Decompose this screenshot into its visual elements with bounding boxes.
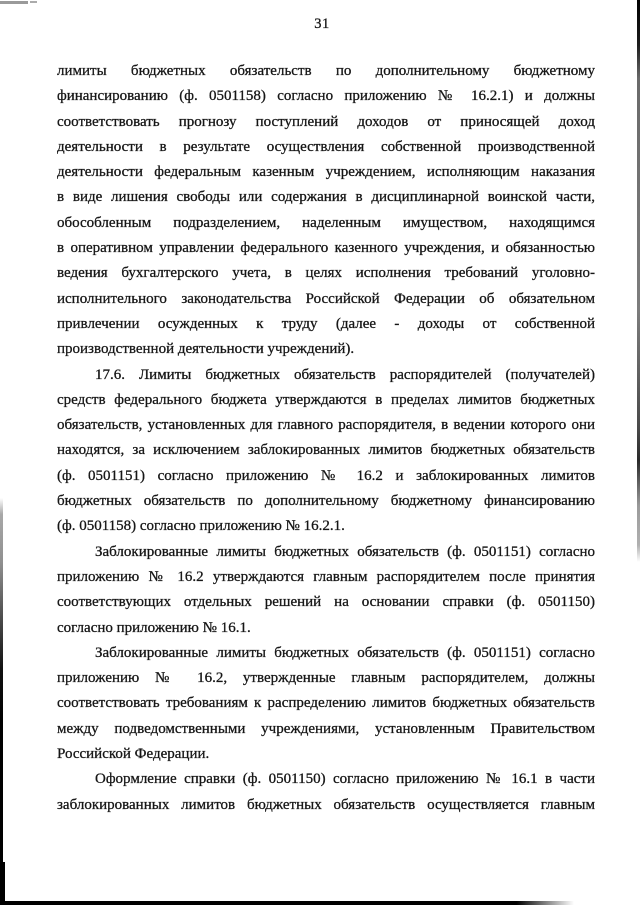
text-line: в оперативном управлении федерального казенного учреждения, и обязанностью bbox=[57, 240, 595, 257]
scan-artifact-top-dash bbox=[0, 1, 28, 4]
text-line: приложению № 16.2 утверждаются главным распорядителем после принятия bbox=[57, 568, 595, 585]
text-line: (ф. 0501151) согласно приложению № 16.2 и заблокированных лимитов bbox=[57, 467, 595, 484]
text-line: производственной деятельности учреждений). bbox=[57, 341, 355, 358]
text-line: 17.6. Лимиты бюджетных обязательств распорядителей (получателей) bbox=[95, 366, 595, 383]
text-line: находятся, за исключением заблокированных лимитов бюджетных обязательств bbox=[57, 442, 595, 459]
text-line: (ф. 0501158) согласно приложению № 16.2.1. bbox=[57, 518, 345, 535]
scan-artifact-bottom-edge-line bbox=[0, 901, 574, 905]
text-line: в виде лишения свободы или содержания в дисциплинарной воинской части, bbox=[57, 189, 595, 206]
text-line: исполнительного законодательства Российской Федерации об обязательном bbox=[57, 290, 595, 307]
text-line: согласно приложению № 16.1. bbox=[57, 619, 251, 636]
text-line: ведения бухгалтерского учета, в целях исполнения требований уголовно- bbox=[57, 265, 595, 282]
text-line: Заблокированные лимиты бюджетных обязательств (ф. 0501151) согласно bbox=[95, 644, 595, 661]
text-line: соответствовать требованиям к распределению лимитов бюджетных обязательств bbox=[57, 695, 595, 712]
text-line: лимиты бюджетных обязательств по дополнительному бюджетному bbox=[57, 63, 595, 79]
text-line: заблокированных лимитов бюджетных обязательств осуществляется главным bbox=[57, 796, 595, 813]
page-number: 31 bbox=[314, 16, 330, 32]
text-line: привлечении осужденных к труду (далее - доходы от собственной bbox=[57, 315, 595, 332]
text-line: деятельности в результате осуществления собственной производственной bbox=[57, 138, 595, 155]
text-line: финансированию (ф. 0501158) согласно приложению № 16.2.1) и должны bbox=[57, 88, 595, 105]
text-line: Российской Федерации. bbox=[57, 746, 210, 763]
scan-artifact-left-edge-line bbox=[0, 498, 3, 905]
document-body bbox=[57, 59, 595, 818]
text-line: соответствующих отдельных решений на основании справки (ф. 0501150) bbox=[57, 594, 595, 611]
text-line: приложению № 16.2, утвержденные главным распорядителем, должны bbox=[57, 670, 595, 687]
text-line: бюджетных обязательств по дополнительному бюджетному финансированию bbox=[57, 493, 595, 510]
scan-artifact-left-edge-foot bbox=[0, 862, 5, 905]
text-line: между подведомственными учреждениями, установленным Правительством bbox=[57, 720, 595, 737]
text-line: Оформление справки (ф. 0501150) согласно приложению № 16.1 в части bbox=[95, 771, 595, 788]
text-line: обязательств, установленных для главного распорядителя, в ведении которого они bbox=[57, 417, 595, 434]
text-line: средств федерального бюджета утверждаются в пределах лимитов бюджетных bbox=[57, 391, 595, 408]
text-line: соответствовать прогнозу поступлений доходов от приносящей доход bbox=[57, 113, 595, 130]
scan-artifact-top-dash-small bbox=[30, 1, 37, 3]
text-line: деятельности федеральным казенным учреждением, исполняющим наказания bbox=[57, 164, 595, 181]
text-line: обособленным подразделением, наделенным имуществом, находящимся bbox=[57, 214, 595, 231]
text-line: Заблокированные лимиты бюджетных обязательств (ф. 0501151) согласно bbox=[95, 543, 595, 560]
